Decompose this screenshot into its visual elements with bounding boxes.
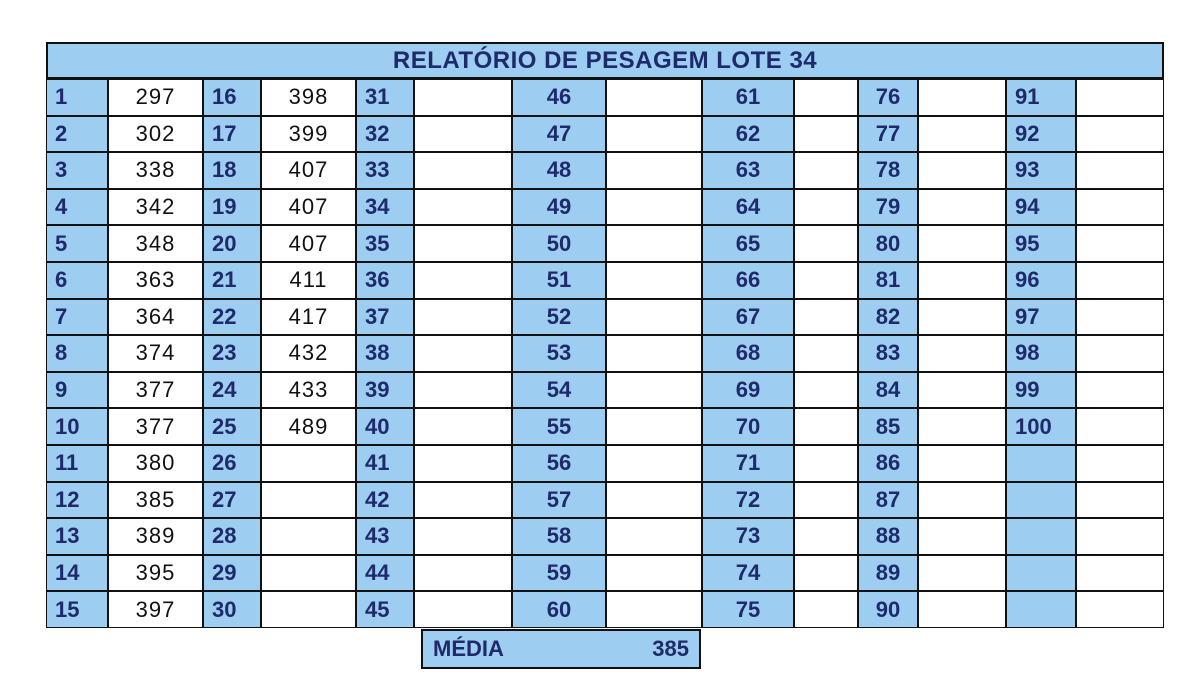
- animal-number: 71: [702, 445, 794, 482]
- animal-number: 55: [512, 408, 606, 445]
- animal-number: 40: [356, 408, 414, 445]
- animal-number: 89: [858, 555, 918, 592]
- weight-cell: 377: [108, 408, 203, 445]
- animal-number: 100: [1006, 408, 1076, 445]
- weight-cell: [1076, 518, 1164, 555]
- weight-cell: [1076, 408, 1164, 445]
- animal-number: 84: [858, 372, 918, 409]
- animal-number: 48: [512, 152, 606, 189]
- animal-number: 16: [203, 79, 261, 116]
- weight-cell: [414, 408, 512, 445]
- animal-number: 3: [46, 152, 108, 189]
- animal-number: 14: [46, 555, 108, 592]
- animal-number: 10: [46, 408, 108, 445]
- animal-number: 60: [512, 591, 606, 628]
- weight-cell: [606, 116, 702, 153]
- animal-number: 37: [356, 299, 414, 336]
- weight-cell: [794, 372, 858, 409]
- animal-number: 45: [356, 591, 414, 628]
- animal-number: 46: [512, 79, 606, 116]
- weight-cell: [606, 79, 702, 116]
- animal-number: 73: [702, 518, 794, 555]
- average-box: [421, 629, 701, 669]
- animal-number: 96: [1006, 262, 1076, 299]
- weight-cell: [1076, 372, 1164, 409]
- animal-number: 79: [858, 189, 918, 226]
- animal-number: 15: [46, 591, 108, 628]
- animal-number: 42: [356, 482, 414, 519]
- weight-cell: [606, 225, 702, 262]
- animal-number: 24: [203, 372, 261, 409]
- animal-number: 22: [203, 299, 261, 336]
- weight-cell: [414, 225, 512, 262]
- animal-number: 92: [1006, 116, 1076, 153]
- weight-cell: [1076, 79, 1164, 116]
- weight-cell: [794, 79, 858, 116]
- animal-number: 58: [512, 518, 606, 555]
- weight-cell: 411: [261, 262, 356, 299]
- empty-number-cell: [1006, 555, 1076, 592]
- weight-cell: [414, 152, 512, 189]
- weight-cell: [414, 591, 512, 628]
- weight-cell: [606, 335, 702, 372]
- weight-cell: [606, 189, 702, 226]
- weight-cell: [1076, 555, 1164, 592]
- animal-number: 9: [46, 372, 108, 409]
- animal-number: 90: [858, 591, 918, 628]
- animal-number: 76: [858, 79, 918, 116]
- weight-cell: 374: [108, 335, 203, 372]
- animal-number: 97: [1006, 299, 1076, 336]
- animal-number: 61: [702, 79, 794, 116]
- animal-number: 18: [203, 152, 261, 189]
- weight-cell: 399: [261, 116, 356, 153]
- weight-cell: [606, 372, 702, 409]
- weight-cell: 398: [261, 79, 356, 116]
- weight-cell: [261, 555, 356, 592]
- animal-number: 27: [203, 482, 261, 519]
- weight-cell: 397: [108, 591, 203, 628]
- empty-number-cell: [1006, 482, 1076, 519]
- weight-cell: [918, 408, 1006, 445]
- weight-cell: [606, 482, 702, 519]
- animal-number: 62: [702, 116, 794, 153]
- animal-number: 35: [356, 225, 414, 262]
- weight-cell: [414, 299, 512, 336]
- weight-cell: [918, 482, 1006, 519]
- weight-cell: [414, 262, 512, 299]
- animal-number: 99: [1006, 372, 1076, 409]
- animal-number: 95: [1006, 225, 1076, 262]
- weight-cell: [794, 518, 858, 555]
- animal-number: 86: [858, 445, 918, 482]
- weight-cell: [414, 555, 512, 592]
- weight-cell: 407: [261, 189, 356, 226]
- weight-cell: [261, 591, 356, 628]
- weight-cell: 395: [108, 555, 203, 592]
- weight-cell: [918, 518, 1006, 555]
- weight-cell: [918, 335, 1006, 372]
- weight-cell: [794, 152, 858, 189]
- animal-number: 31: [356, 79, 414, 116]
- weight-cell: [918, 591, 1006, 628]
- animal-number: 8: [46, 335, 108, 372]
- animal-number: 78: [858, 152, 918, 189]
- weights-grid: [46, 79, 1164, 629]
- average-label: MÉDIA: [433, 636, 504, 661]
- animal-number: 69: [702, 372, 794, 409]
- weight-cell: [414, 518, 512, 555]
- weight-cell: [918, 555, 1006, 592]
- weight-cell: [794, 299, 858, 336]
- animal-number: 72: [702, 482, 794, 519]
- weight-cell: 407: [261, 225, 356, 262]
- animal-number: 56: [512, 445, 606, 482]
- weight-cell: [1076, 189, 1164, 226]
- animal-number: 26: [203, 445, 261, 482]
- animal-number: 34: [356, 189, 414, 226]
- weight-cell: 297: [108, 79, 203, 116]
- weighing-report-table: [46, 42, 1164, 629]
- empty-number-cell: [1006, 518, 1076, 555]
- report-title: RELATÓRIO DE PESAGEM LOTE 34: [46, 42, 1164, 79]
- weight-cell: [414, 482, 512, 519]
- weight-cell: 363: [108, 262, 203, 299]
- weight-cell: [261, 445, 356, 482]
- animal-number: 11: [46, 445, 108, 482]
- weight-cell: [606, 152, 702, 189]
- animal-number: 70: [702, 408, 794, 445]
- animal-number: 33: [356, 152, 414, 189]
- animal-number: 41: [356, 445, 414, 482]
- weight-cell: [794, 555, 858, 592]
- weight-cell: [918, 116, 1006, 153]
- weight-cell: [606, 299, 702, 336]
- animal-number: 65: [702, 225, 794, 262]
- weight-cell: 407: [261, 152, 356, 189]
- animal-number: 25: [203, 408, 261, 445]
- weight-cell: [918, 262, 1006, 299]
- weight-cell: [1076, 445, 1164, 482]
- animal-number: 20: [203, 225, 261, 262]
- animal-number: 7: [46, 299, 108, 336]
- animal-number: 98: [1006, 335, 1076, 372]
- animal-number: 1: [46, 79, 108, 116]
- weight-cell: [414, 372, 512, 409]
- weight-cell: [794, 445, 858, 482]
- weight-cell: [794, 591, 858, 628]
- animal-number: 82: [858, 299, 918, 336]
- weight-cell: [918, 225, 1006, 262]
- animal-number: 51: [512, 262, 606, 299]
- animal-number: 13: [46, 518, 108, 555]
- animal-number: 66: [702, 262, 794, 299]
- animal-number: 6: [46, 262, 108, 299]
- animal-number: 47: [512, 116, 606, 153]
- animal-number: 50: [512, 225, 606, 262]
- weight-cell: 338: [108, 152, 203, 189]
- animal-number: 94: [1006, 189, 1076, 226]
- animal-number: 12: [46, 482, 108, 519]
- weight-cell: [794, 116, 858, 153]
- weight-cell: 302: [108, 116, 203, 153]
- weight-cell: [414, 79, 512, 116]
- weight-cell: [261, 482, 356, 519]
- animal-number: 5: [46, 225, 108, 262]
- weight-cell: [1076, 591, 1164, 628]
- weight-cell: [794, 482, 858, 519]
- weight-cell: [414, 335, 512, 372]
- animal-number: 4: [46, 189, 108, 226]
- animal-number: 68: [702, 335, 794, 372]
- animal-number: 36: [356, 262, 414, 299]
- weight-cell: [918, 189, 1006, 226]
- weight-cell: [414, 445, 512, 482]
- animal-number: 19: [203, 189, 261, 226]
- weight-cell: [606, 518, 702, 555]
- weight-cell: 489: [261, 408, 356, 445]
- weight-cell: [794, 225, 858, 262]
- animal-number: 77: [858, 116, 918, 153]
- animal-number: 28: [203, 518, 261, 555]
- weight-cell: 342: [108, 189, 203, 226]
- weight-cell: [794, 408, 858, 445]
- weight-cell: [918, 152, 1006, 189]
- weight-cell: 417: [261, 299, 356, 336]
- weight-cell: [1076, 335, 1164, 372]
- empty-number-cell: [1006, 445, 1076, 482]
- animal-number: 17: [203, 116, 261, 153]
- weight-cell: [794, 335, 858, 372]
- weight-cell: 377: [108, 372, 203, 409]
- animal-number: 63: [702, 152, 794, 189]
- weight-cell: 380: [108, 445, 203, 482]
- animal-number: 30: [203, 591, 261, 628]
- weight-cell: [414, 116, 512, 153]
- animal-number: 81: [858, 262, 918, 299]
- animal-number: 88: [858, 518, 918, 555]
- animal-number: 23: [203, 335, 261, 372]
- average-value: 385: [652, 636, 689, 661]
- weight-cell: [794, 189, 858, 226]
- weight-cell: [1076, 482, 1164, 519]
- weight-cell: [1076, 152, 1164, 189]
- weight-cell: 385: [108, 482, 203, 519]
- animal-number: 87: [858, 482, 918, 519]
- animal-number: 52: [512, 299, 606, 336]
- animal-number: 91: [1006, 79, 1076, 116]
- weight-cell: [918, 445, 1006, 482]
- animal-number: 39: [356, 372, 414, 409]
- animal-number: 54: [512, 372, 606, 409]
- weight-cell: 432: [261, 335, 356, 372]
- empty-number-cell: [1006, 591, 1076, 628]
- weight-cell: [606, 408, 702, 445]
- weight-cell: [1076, 299, 1164, 336]
- weight-cell: [918, 79, 1006, 116]
- weight-cell: [794, 262, 858, 299]
- weight-cell: 364: [108, 299, 203, 336]
- weight-cell: [606, 262, 702, 299]
- animal-number: 57: [512, 482, 606, 519]
- weight-cell: [606, 555, 702, 592]
- animal-number: 49: [512, 189, 606, 226]
- animal-number: 83: [858, 335, 918, 372]
- weight-cell: [414, 189, 512, 226]
- weight-cell: 348: [108, 225, 203, 262]
- animal-number: 29: [203, 555, 261, 592]
- weight-cell: [918, 372, 1006, 409]
- animal-number: 32: [356, 116, 414, 153]
- weight-cell: [261, 518, 356, 555]
- weight-cell: [918, 299, 1006, 336]
- weight-cell: [606, 591, 702, 628]
- animal-number: 21: [203, 262, 261, 299]
- animal-number: 2: [46, 116, 108, 153]
- weight-cell: 433: [261, 372, 356, 409]
- animal-number: 75: [702, 591, 794, 628]
- animal-number: 43: [356, 518, 414, 555]
- weight-cell: [606, 445, 702, 482]
- animal-number: 74: [702, 555, 794, 592]
- animal-number: 93: [1006, 152, 1076, 189]
- animal-number: 64: [702, 189, 794, 226]
- animal-number: 80: [858, 225, 918, 262]
- weight-cell: [1076, 262, 1164, 299]
- weight-cell: 389: [108, 518, 203, 555]
- animal-number: 67: [702, 299, 794, 336]
- animal-number: 44: [356, 555, 414, 592]
- animal-number: 59: [512, 555, 606, 592]
- animal-number: 38: [356, 335, 414, 372]
- weight-cell: [1076, 225, 1164, 262]
- animal-number: 85: [858, 408, 918, 445]
- weight-cell: [1076, 116, 1164, 153]
- animal-number: 53: [512, 335, 606, 372]
